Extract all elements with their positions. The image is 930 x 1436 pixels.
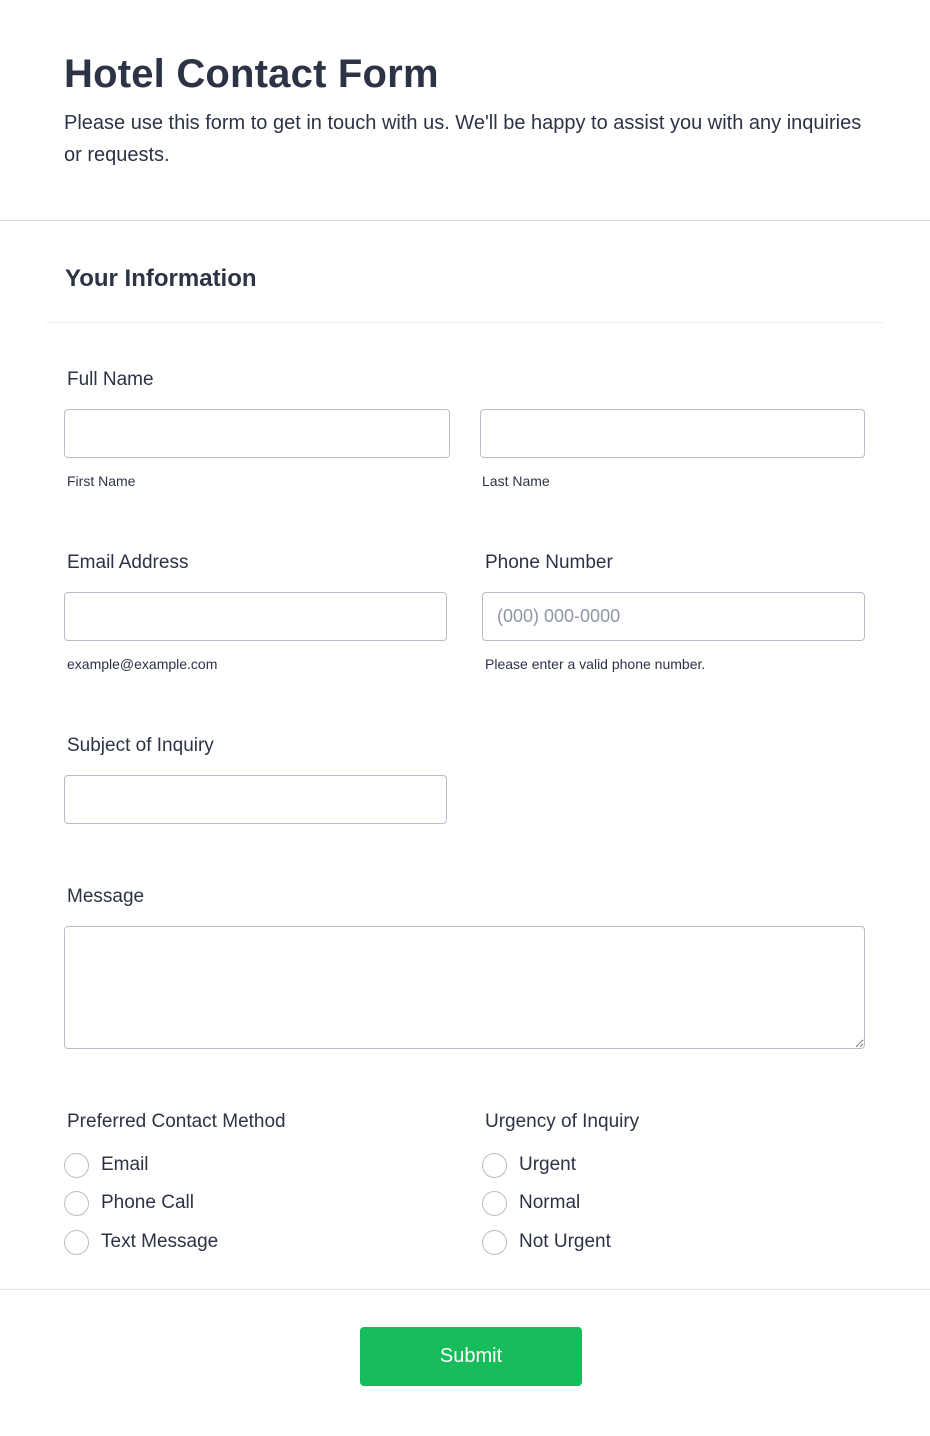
radio-button[interactable] [64, 1191, 89, 1216]
submit-button[interactable]: Submit [360, 1327, 582, 1386]
radio-label: Urgent [519, 1154, 577, 1175]
phone-sublabel: Please enter a valid phone number. [485, 656, 706, 672]
urgency-option-urgent[interactable] [482, 1152, 576, 1178]
urgency-label: Urgency of Inquiry [485, 1111, 640, 1132]
urgency-option-not-urgent[interactable] [482, 1229, 611, 1255]
radio-label: Text Message [101, 1231, 219, 1252]
phone-label: Phone Number [485, 552, 613, 573]
contact-method-option-text-message[interactable] [64, 1229, 218, 1255]
radio-button[interactable] [482, 1191, 507, 1216]
radio-button[interactable] [482, 1153, 507, 1178]
contact-method-option-phone-call[interactable] [64, 1190, 194, 1216]
section-divider [46, 322, 883, 323]
section-title: Your Information [65, 265, 257, 292]
form-title: Hotel Contact Form [64, 52, 439, 96]
email-sublabel: example@example.com [67, 656, 218, 672]
phone-input[interactable] [482, 592, 865, 641]
urgency-option-normal[interactable] [482, 1190, 580, 1216]
contact-method-label: Preferred Contact Method [67, 1111, 286, 1132]
email-label: Email Address [67, 552, 189, 573]
message-label: Message [67, 886, 145, 907]
radio-label: Phone Call [101, 1192, 194, 1213]
first-name-sublabel: First Name [67, 473, 136, 489]
radio-label: Email [101, 1154, 149, 1175]
subject-label: Subject of Inquiry [67, 735, 214, 756]
last-name-sublabel: Last Name [482, 473, 550, 489]
form-description: Please use this form to get in touch with us. We'll be happy to assist you with any inquiries or requests. [64, 112, 862, 166]
subject-input[interactable] [64, 775, 447, 824]
radio-label: Not Urgent [519, 1231, 611, 1252]
radio-label: Normal [519, 1192, 581, 1213]
last-name-input[interactable] [480, 409, 865, 458]
first-name-input[interactable] [64, 409, 450, 458]
email-input[interactable] [64, 592, 447, 641]
contact-method-option-email[interactable] [64, 1152, 149, 1178]
full-name-label: Full Name [67, 369, 154, 390]
radio-button[interactable] [482, 1230, 507, 1255]
radio-button[interactable] [64, 1230, 89, 1255]
footer-divider [0, 1289, 930, 1290]
message-textarea[interactable] [64, 926, 865, 1049]
form-header [0, 0, 930, 221]
radio-button[interactable] [64, 1153, 89, 1178]
